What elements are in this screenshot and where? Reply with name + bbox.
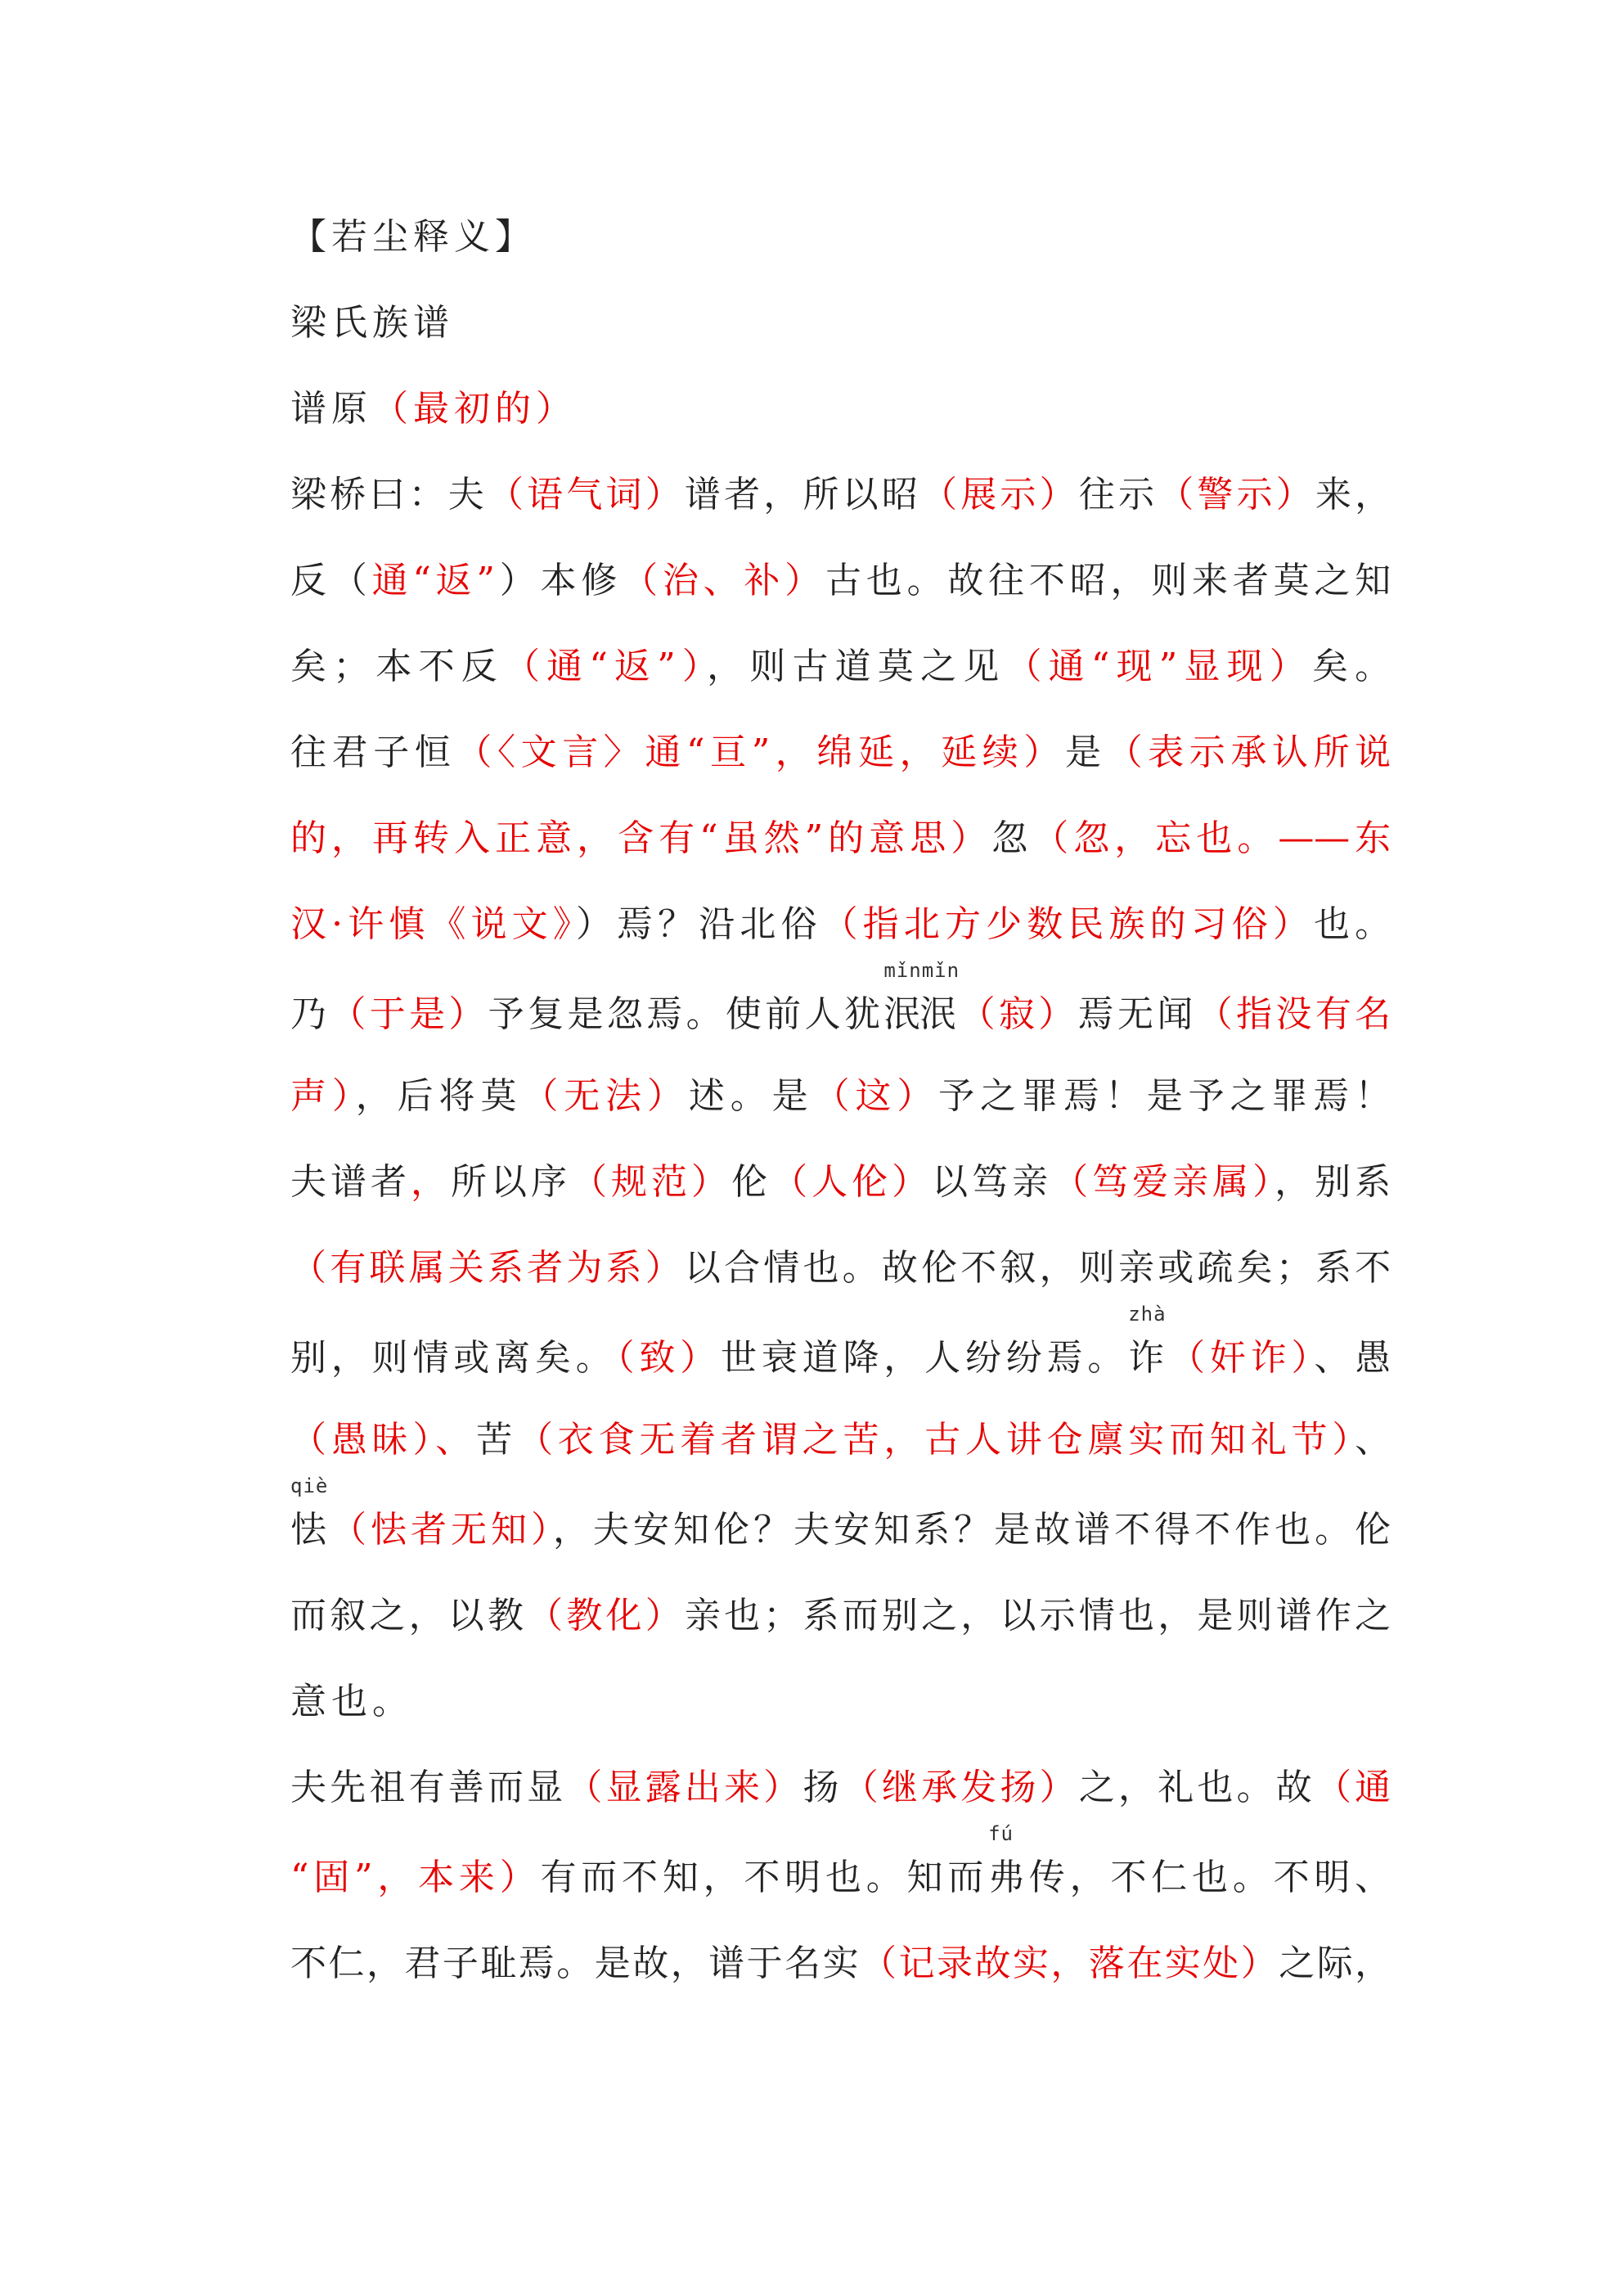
original-text: 以笃亲 [932,1161,1053,1203]
text-line [290,1587,1391,1645]
annotation-text: （寂） [955,993,1078,1035]
annotation-text: 的，再转入正意，含有“虽然”的意思） [290,817,992,859]
annotation-text: （愚昧）、 [290,1419,477,1461]
annotation-text: （教化） [527,1595,685,1636]
annotation-text: （笃爱亲属） [1052,1161,1275,1203]
original-text: 梁桥曰：夫 [290,474,488,515]
original-text: 往示 [1078,474,1158,515]
original-text: 苦 [476,1419,517,1461]
document-title [290,295,1391,352]
text-line [290,1822,1391,1907]
annotation-text: （通“返”） [503,646,708,687]
original-text: 夫谱者 [290,1161,411,1203]
original-text: 予之罪焉！是予之罪焉！ [938,1075,1391,1117]
pinyin-annotated-char [883,959,960,1043]
annotation-text: （忽，忘也。——东 [1032,817,1391,859]
annotation-text: “固”，本来） [290,1857,541,1898]
original-text: 所以序 [451,1161,572,1203]
original-text: 【若尘释义】 [290,216,536,258]
original-text: 来， [1315,474,1391,515]
annotation-text: （警示） [1158,474,1315,515]
original-text: 意也。 [290,1681,413,1722]
original-text: 乃 [290,993,330,1035]
original-text: ）本修 [494,560,623,601]
original-text: 以合情也。故伦不叙，则亲或疏矣；系不 [684,1247,1391,1289]
original-text: 往君子恒 [290,732,456,773]
annotation-text: 声） [290,1075,356,1117]
annotation-text: （语气词） [487,474,685,515]
original-text: 之，礼也。故 [1078,1767,1315,1808]
original-text: 而叙之，以教 [290,1595,528,1636]
annotation-text: 汉·许慎《说文》 [290,903,576,945]
pinyin-label: fú [988,1822,1014,1845]
pinyin-label: mǐnmǐn [883,959,960,982]
text-line [290,1303,1391,1387]
text-line [290,1935,1391,1992]
annotation-text: （表示承认所说 [1106,732,1391,773]
annotation-text: （〈文言〉通“亘”，绵延，延续） [456,732,1065,773]
annotation-text: （最初的） [372,388,577,430]
annotation-text: （无法） [522,1075,689,1117]
original-text: 诈 [1128,1337,1165,1379]
original-text: 怯 [290,1509,326,1551]
text-line [290,1240,1391,1297]
text-line [290,1474,1391,1559]
text-line [290,1759,1391,1817]
original-text: 别，则情或离矣。 [290,1337,617,1379]
original-text: 述。是 [688,1075,814,1117]
original-text: 传，不仁也。不明、 [1023,1857,1391,1898]
section-heading [290,209,1391,266]
annotation-text: （这） [813,1075,939,1117]
text-line [290,1154,1391,1211]
original-text: 反（ [290,560,372,601]
annotation-text: （展示） [921,474,1079,515]
original-text: ，别系 [1275,1161,1391,1203]
original-text: ，则古道莫之见 [707,646,1006,687]
original-text: ）焉？沿北俗 [575,903,822,945]
original-text: ，夫安知伦？夫安知系？是故谱不得不作也。伦 [553,1509,1391,1551]
text-line [290,1673,1391,1731]
annotation-text: （指没有名 [1196,993,1391,1035]
original-text: 世衰道降，人纷纷焉。 [721,1337,1129,1379]
annotation-text: （衣食无着者谓之苦，古人讲仓廪实而知礼节） [516,1419,1355,1461]
annotation-text: （显露出来） [566,1767,803,1808]
original-text: 亲也；系而别之，以示情也，是则谱作之 [684,1595,1391,1636]
text-line [290,466,1391,524]
annotation-text: （有联属关系者为系） [290,1247,685,1289]
text-line [290,724,1391,781]
original-text: ，后将莫 [355,1075,523,1117]
text-line [290,959,1391,1043]
original-text: 之际， [1279,1943,1391,1984]
text-line [290,380,1391,438]
pinyin-label: qiè [290,1474,329,1497]
original-text: 、 [1355,1419,1391,1461]
annotation-text: （人伦） [771,1161,933,1203]
original-text: 是 [1064,732,1107,773]
text-line [290,638,1391,696]
text-line [290,1068,1391,1125]
original-text: 焉无闻 [1077,993,1197,1035]
annotation-text: （继承发扬） [842,1767,1079,1808]
original-text: 矣；本不反 [290,646,504,687]
text-line [290,896,1391,953]
text-line [290,1411,1391,1469]
annotation-text: （于是） [330,993,488,1035]
original-text: 梁氏族谱 [290,302,454,344]
original-text: 古也。故往不昭，则来者莫之知 [825,560,1391,601]
annotation-text: （记录故实，落在实处） [861,1943,1279,1984]
text-line [290,810,1391,867]
original-text: 泯泯 [883,993,956,1035]
annotation-text: （通 [1315,1767,1391,1808]
annotation-text: （通“现”显现） [1005,646,1312,687]
annotation-text: （规范） [571,1161,732,1203]
annotation-text: 通“返” [371,560,495,601]
pinyin-annotated-char [988,1822,1024,1907]
annotation-text: ， [411,1161,452,1203]
annotation-text: （致） [616,1337,722,1379]
original-text: 忽 [991,817,1033,859]
text-line [290,552,1391,610]
pinyin-annotated-char [1128,1303,1167,1387]
original-text: 不仁，君子耻焉。是故，谱于名实 [290,1943,861,1984]
original-text: 、愚 [1314,1337,1391,1379]
original-text: 谱者，所以昭 [684,474,922,515]
annotation-text: （治、补） [622,560,825,601]
pinyin-annotated-char [290,1474,329,1559]
original-text: 弗 [988,1857,1024,1898]
original-text: 矣。 [1311,646,1391,687]
original-text: 也。 [1314,903,1391,945]
original-text: 伦 [731,1161,772,1203]
original-text: 扬 [803,1767,843,1808]
annotation-text: （奸诈） [1164,1337,1315,1379]
original-text: 夫先祖有善而显 [290,1767,567,1808]
pinyin-label: zhà [1128,1303,1167,1326]
original-text: 有而不知，不明也。知而 [540,1857,989,1898]
annotation-text: （怯者无知） [326,1509,554,1551]
annotation-text: （指北方少数民族的习俗） [821,903,1315,945]
original-text: 谱原 [290,388,372,430]
original-text: 予复是忽焉。使前人犹 [488,993,884,1035]
